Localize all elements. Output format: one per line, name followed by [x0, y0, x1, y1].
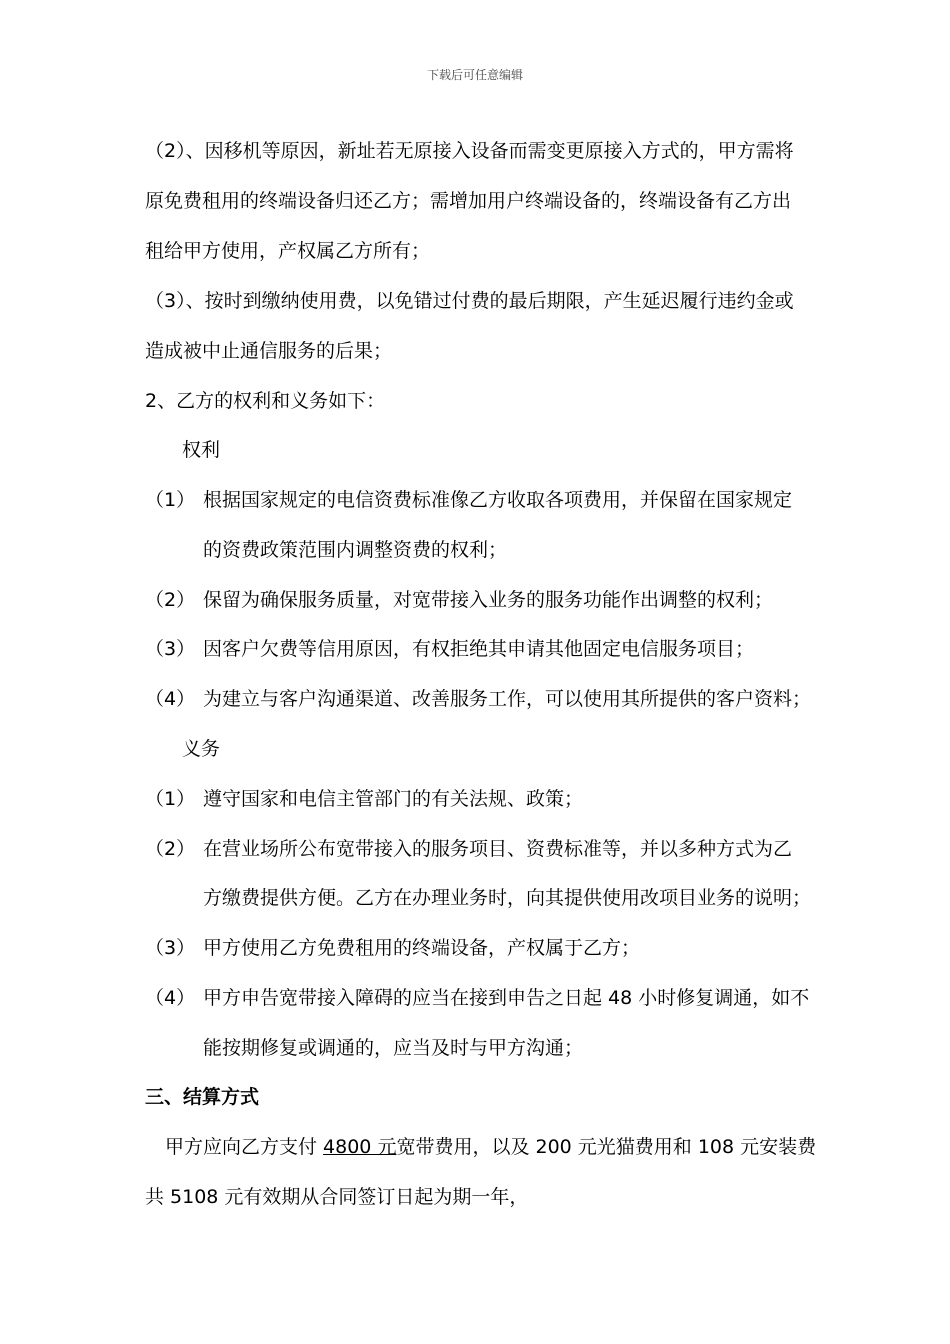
list-text: 遵守国家和电信主管部门的有关法规、政策； — [203, 788, 584, 810]
list-text: 为建立与客户沟通渠道、改善服务工作，可以使用其所提供的客户资料； — [203, 688, 812, 710]
list-number: （2） — [145, 589, 196, 611]
payment-text-post: 宽带费用，以及 200 元光猫费用和 108 元安装费 — [396, 1136, 817, 1158]
list-item — [145, 687, 811, 711]
page-header: 下载后可任意编辑 — [426, 68, 523, 82]
list-number: （3） — [145, 638, 196, 660]
list-text: 在营业场所公布宽带接入的服务项目、资费标准等，并以多种方式为乙 — [203, 838, 793, 860]
list-item — [145, 588, 773, 612]
paragraph-line: 2、乙方的权利和义务如下： — [145, 390, 386, 412]
paragraph-line: 原免费租用的终端设备归还乙方；需增加用户终端设备的，终端设备有乙方出 — [145, 190, 792, 212]
list-number: （4） — [145, 987, 196, 1009]
list-number: （4） — [145, 688, 196, 710]
list-item — [145, 787, 583, 811]
duties-title: 义务 — [182, 738, 221, 760]
list-item-continuation: 的资费政策范围内调整资费的权利； — [203, 539, 508, 561]
list-text: 因客户欠费等信用原因，有权拒绝其申请其他固定电信服务项目； — [203, 638, 755, 660]
list-text: 甲方申告宽带接入障碍的应当在接到申告之日起 48 小时修复调通，如不 — [203, 987, 810, 1009]
paragraph-line: 造成被中止通信服务的后果； — [145, 340, 393, 362]
list-item — [145, 488, 792, 512]
list-number: （1） — [145, 489, 196, 511]
list-number: （3） — [145, 937, 196, 959]
list-text: 甲方使用乙方免费租用的终端设备，产权属于乙方； — [203, 937, 641, 959]
payment-paragraph-continuation: 共 5108 元有效期从合同签订日起为期一年， — [145, 1186, 529, 1208]
rights-title: 权利 — [182, 439, 221, 461]
list-text: 根据国家规定的电信资费标准像乙方收取各项费用，并保留在国家规定 — [203, 489, 793, 511]
list-item — [145, 936, 640, 960]
list-number: （2） — [145, 838, 196, 860]
list-item-continuation: 方缴费提供方便。乙方在办理业务时，向其提供使用改项目业务的说明； — [203, 887, 812, 909]
section-heading: 三、结算方式 — [145, 1086, 260, 1108]
paragraph-line: 租给甲方使用，产权属乙方所有； — [145, 240, 431, 262]
payment-paragraph — [165, 1135, 816, 1159]
paragraph-line: （3）、按时到缴纳使用费，以免错过付费的最后期限，产生延迟履行违约金或 — [145, 290, 794, 312]
list-item — [145, 637, 754, 661]
list-item-continuation: 能按期修复或调通的，应当及时与甲方沟通； — [203, 1037, 584, 1059]
payment-text-pre: 甲方应向乙方支付 — [165, 1136, 324, 1158]
list-item — [145, 986, 809, 1010]
list-text: 保留为确保服务质量，对宽带接入业务的服务功能作出调整的权利； — [203, 589, 774, 611]
payment-amount: 4800 元 — [323, 1136, 397, 1158]
list-item — [145, 837, 792, 861]
list-number: （1） — [145, 788, 196, 810]
paragraph-line: （2）、因移机等原因，新址若无原接入设备而需变更原接入方式的，甲方需将 — [145, 140, 794, 162]
